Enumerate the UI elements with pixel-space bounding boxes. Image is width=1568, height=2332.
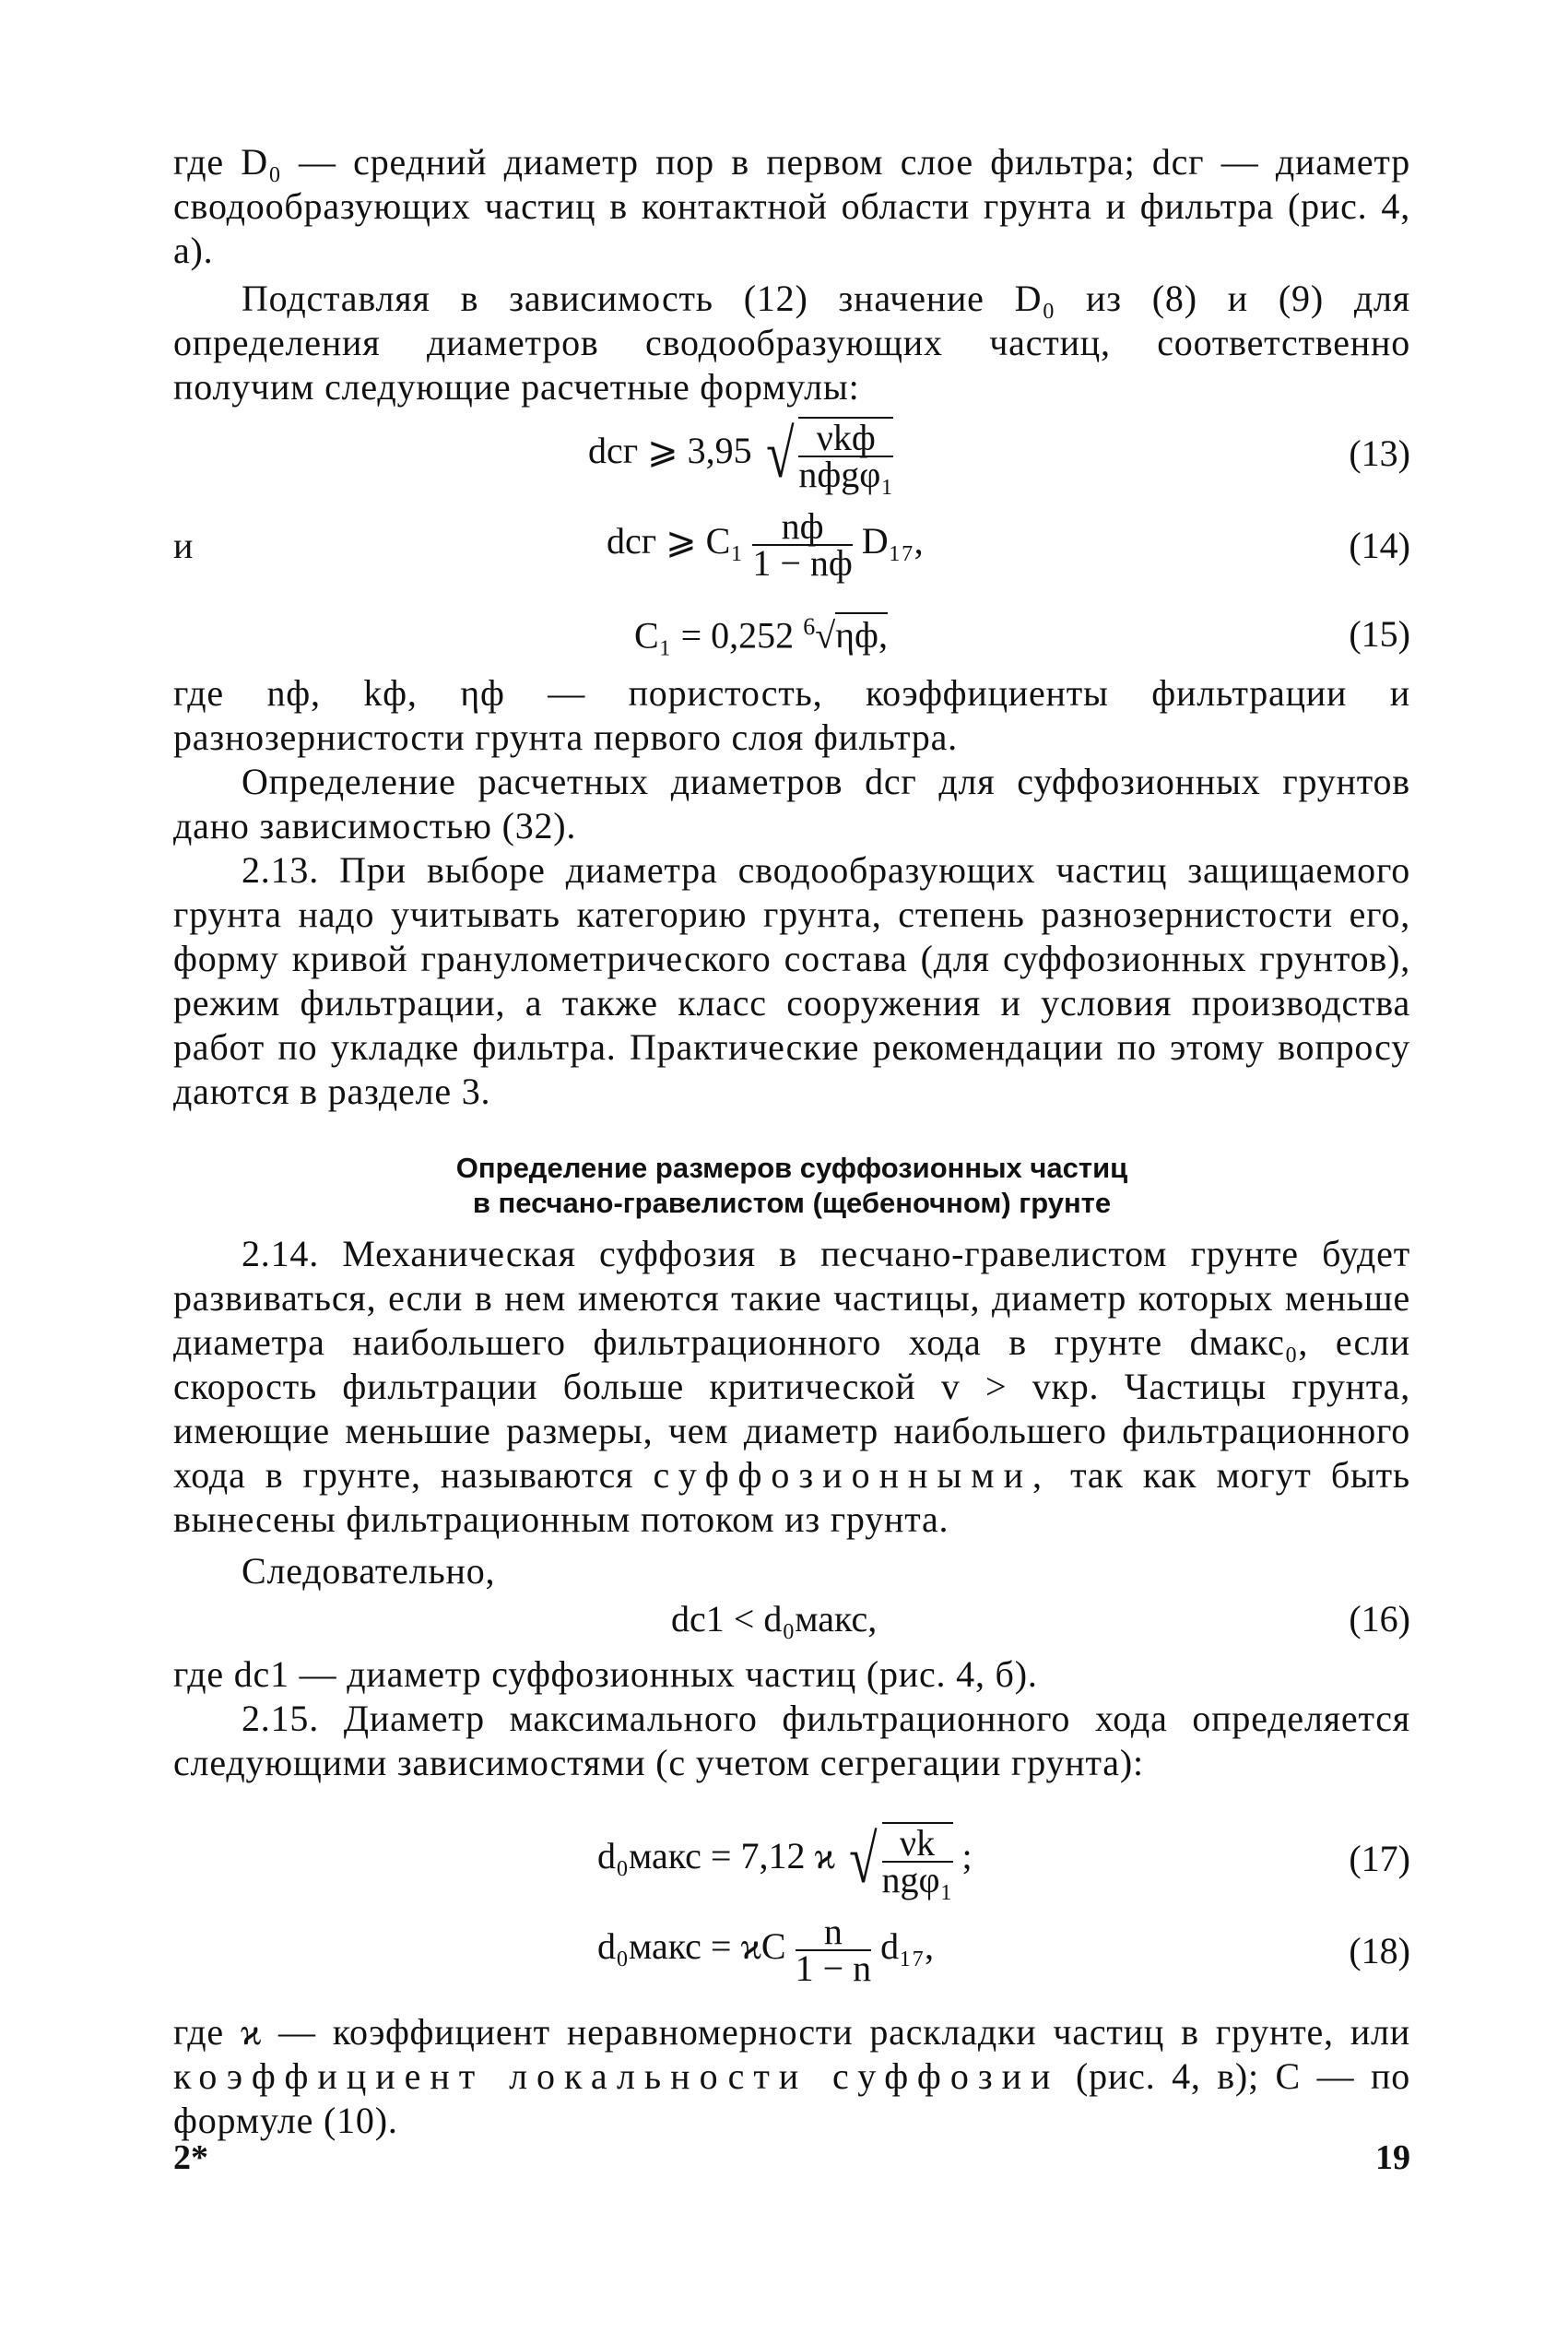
paragraph-6 <box>173 1232 1410 1542</box>
paragraph-text: Следовательно, <box>242 1550 496 1592</box>
formula-15 <box>173 598 1410 671</box>
denominator: 1 − n <box>795 1947 872 1989</box>
square-root <box>761 417 894 495</box>
fraction <box>881 1822 953 1900</box>
formula-expression <box>588 417 894 495</box>
conjunction: и <box>173 525 194 566</box>
radicand <box>882 1822 953 1898</box>
spaced-term: коэффициент локальности суффозии <box>173 2055 1060 2097</box>
signature-mark: 2* <box>173 2138 208 2177</box>
equation-number: (16) <box>1349 1598 1410 1640</box>
paragraph-9 <box>173 1697 1410 1785</box>
radicand <box>798 417 894 495</box>
heading-line-1: Определение размеров суффозионных частиц <box>455 1152 1128 1184</box>
formula-expression <box>597 1822 973 1898</box>
numerator: νk <box>882 1826 953 1863</box>
paragraph-3 <box>173 671 1410 760</box>
denominator: 1 − nф <box>752 542 853 584</box>
paragraph-text <box>173 2010 1410 2143</box>
paragraph-text <box>173 1232 1410 1542</box>
paragraph-part: (рис. 4, в); C — по формуле (10). <box>173 2055 1410 2141</box>
paragraph-1 <box>173 140 1410 273</box>
paragraph-text: где dс1 — диаметр суффозионных частиц (рис. 4, б). <box>173 1653 1038 1695</box>
root-index: 6 <box>803 613 816 640</box>
spaced-term: суффозионными, <box>653 1454 1051 1496</box>
radical-sign: √ <box>765 417 795 492</box>
section-heading <box>173 1151 1410 1221</box>
paragraph-text: где nф, kф, ηф — пористость, коэффициенты фильтрации и разнозернистости грунта первого слоя фильтра. <box>173 672 1410 758</box>
formula-right: D₁₇, <box>861 520 924 562</box>
equation-number: (14) <box>1349 525 1410 566</box>
formula-expression: dс1 < d₀макс, <box>671 1598 878 1640</box>
paragraph-10 <box>173 2010 1410 2143</box>
radicand: ηф, <box>835 614 888 657</box>
formula-17 <box>173 1822 1410 1900</box>
paragraph-2 <box>173 277 1410 409</box>
formula-left: dсг ⩾ 3,95 <box>588 430 752 472</box>
formula-expression <box>634 605 888 657</box>
numerator: n <box>796 1914 872 1951</box>
paragraph-8 <box>173 1652 1410 1697</box>
denominator: nфgφ₁ <box>798 454 894 495</box>
formula-left: d₀макс = 7,12 ϰ <box>597 1835 835 1877</box>
numerator: νkф <box>798 420 893 457</box>
heading-line-2: в песчано-гравелистом (щебеночном) грунте <box>472 1187 1112 1219</box>
equation-number: (18) <box>1349 1930 1410 1971</box>
formula-left: d₀макс = ϰC <box>597 1925 786 1968</box>
radical-sign: √ <box>848 1822 878 1898</box>
paragraph-part: где ϰ — коэффициент неравномерности раскладки частиц в грунте, или <box>173 2011 1410 2053</box>
equation-number: (13) <box>1349 432 1410 474</box>
equation-number: (15) <box>1349 613 1410 655</box>
page-number: 19 <box>1375 2138 1410 2177</box>
paragraph-5 <box>173 848 1410 1114</box>
formula-18 <box>173 1911 1410 1989</box>
formula-16 <box>173 1582 1410 1656</box>
formula-left: dсг ⩾ C₁ <box>607 520 744 562</box>
formula-expression <box>607 505 924 584</box>
paragraph-text: где D₀ — средний диаметр пор в первом слое фильтра; dсг — диаметр сводообразующих частиц в контактной области грунта и фильтра (рис. 4, а). <box>173 141 1410 271</box>
equation-number: (17) <box>1349 1838 1410 1879</box>
paragraph-part: 2.14. Механическая суффозия в песчано-гравелистом грунте будет развиваться, если в нем имеются такие частицы, диаметр которых меньше диаметра наибольшего фильтрационного хода в грунте dмакс₀, если скорость фильтрации больше критической v > vкр. Частицы грунта, имеющие меньшие размеры, чем диаметр наибольшего фильтрационного хода в грунте, называются <box>173 1233 1410 1496</box>
formula-14 <box>173 505 1410 584</box>
numerator: nф <box>752 509 852 546</box>
paragraph-text: Определение расчетных диаметров dсг для суффозионных грунтов дано зависимостью (32). <box>173 761 1410 846</box>
denominator: ngφ₁ <box>881 1859 953 1900</box>
formula-right: d₁₇, <box>880 1925 935 1968</box>
formula-expression <box>597 1911 935 1989</box>
formula-13 <box>173 417 1410 495</box>
square-root <box>844 1822 953 1898</box>
formula-left: C₁ = 0,252 <box>634 614 795 657</box>
paragraph-text: 2.13. При выборе диаметра сводообразующих частиц защищаемого грунта надо учитывать категорию грунта, степень разнозернистости его, форму кривой гранулометрического состава (для суффозионных грунтов), режим фильтрации, а также класс сооружения и условия производства работ по укладке фильтра. Практические рекомендации по этому вопросу даются в разделе 3. <box>173 849 1410 1112</box>
paragraph-4 <box>173 760 1410 848</box>
paragraph-part: так как могут быть вынесены фильтрационным потоком из грунта. <box>173 1454 1410 1540</box>
fraction <box>798 417 894 495</box>
fraction <box>752 505 853 584</box>
paragraph-text: 2.15. Диаметр максимального фильтрационного хода определяется следующими зависимостями (с учетом сегрегации грунта): <box>173 1698 1410 1783</box>
radical-sign: √ <box>815 614 836 657</box>
formula-right: ; <box>961 1835 973 1877</box>
fraction <box>795 1911 872 1989</box>
paragraph-text: Подставляя в зависимость (12) значение D₀ из (8) и (9) для определения диаметров сводообразующих частиц, соответственно получим следующие расчетные формулы: <box>173 278 1410 408</box>
